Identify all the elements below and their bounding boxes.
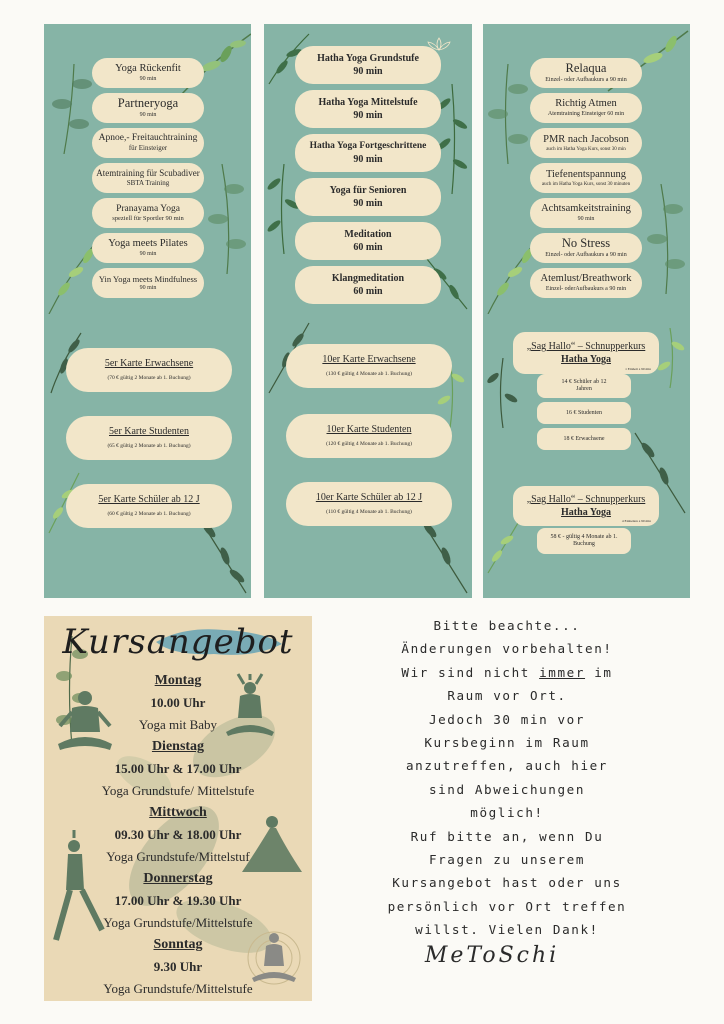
notice-text xyxy=(366,614,648,967)
course-item xyxy=(92,198,204,228)
schedule-day: Mittwoch xyxy=(149,805,207,820)
course-item xyxy=(92,163,204,193)
signature: MeToSchi xyxy=(424,942,560,968)
course-title: Tiefenentspannung xyxy=(545,168,627,180)
course-title: Yoga für Senioren xyxy=(329,185,407,196)
course-item xyxy=(92,268,204,298)
notice-line: möglich! xyxy=(470,805,544,821)
trial-card-detail: 1 Einheit a 90 min xyxy=(625,367,651,372)
schedule-day: Sonntag xyxy=(153,937,203,952)
eucalyptus-leaf-icon xyxy=(641,184,690,294)
course-duration: 90 min xyxy=(577,215,595,222)
price-item xyxy=(537,402,631,424)
course-title: No Stress xyxy=(561,236,611,251)
course-duration: Einzel- oderAufbaukurs a 90 min xyxy=(545,285,627,292)
yoga-warrior-pose-icon xyxy=(52,830,108,950)
course-duration: 90 min xyxy=(353,153,383,165)
price-card xyxy=(66,348,232,392)
course-item xyxy=(295,178,441,216)
course-duration: auch im Hatha Yoga Kurs, sonst 30 minuten xyxy=(541,181,631,187)
price-card-detail: (130 € gültig 4 Monate ab 1. Buchung) xyxy=(326,371,412,378)
course-item xyxy=(295,46,441,84)
price-card-title: 5er Karte Erwachsene xyxy=(104,358,194,370)
course-duration: 90 min xyxy=(353,198,383,209)
price-card-detail: (120 € gültig 4 Monate ab 1. Buchung) xyxy=(326,441,412,448)
course-duration: 90 min xyxy=(139,75,157,82)
course-title: Partneryoga xyxy=(117,96,179,111)
notice-line: persönlich vor Ort treffen xyxy=(387,898,627,914)
course-item xyxy=(295,222,441,260)
notice-line xyxy=(366,661,648,684)
course-duration: Atemtraining Einsteiger 60 min xyxy=(547,110,625,117)
trial-card-title: „Sag Hallo“ – Schnupperkurs xyxy=(526,341,646,352)
price-card-title: 5er Karte Studenten xyxy=(109,426,189,438)
course-duration: 90 min xyxy=(139,284,157,291)
price-label: 14 € Schüler ab 12 Jahren xyxy=(561,379,607,392)
price-card-title: 10er Karte Schüler ab 12 J xyxy=(315,492,423,504)
price-label: 16 € Studenten xyxy=(566,409,602,416)
notice-line: Ruf bitte an, wenn Du xyxy=(410,828,604,844)
schedule-time: 10.00 Uhr xyxy=(150,695,206,710)
course-duration: Einzel- oder Aufbaukurs a 90 min xyxy=(545,77,627,84)
course-item xyxy=(92,93,204,123)
course-item xyxy=(530,163,642,193)
course-duration: für Einsteiger xyxy=(128,143,168,152)
price-card xyxy=(66,416,232,460)
course-title: Richtig Atmen xyxy=(555,98,617,110)
course-duration: auch im Hatha Yoga Kurs, sonst 30 min xyxy=(546,146,626,152)
course-item xyxy=(530,58,642,88)
trial-card-subtitle: Hatha Yoga xyxy=(561,507,611,518)
poster-title: Kursangebot xyxy=(62,622,294,662)
notice-line: Raum vor Ort. xyxy=(447,688,567,704)
price-item xyxy=(537,374,631,398)
course-duration: 60 min xyxy=(353,286,383,297)
notice-line: Kursbeginn im Raum xyxy=(424,735,590,751)
eucalyptus-leaf-icon xyxy=(483,64,533,164)
price-card xyxy=(286,414,452,458)
eucalyptus-leaf-icon xyxy=(202,164,251,274)
course-title: Achtsamkeitstraining xyxy=(541,203,631,215)
course-title: PMR nach Jacobson xyxy=(543,133,629,145)
course-title: Hatha Yoga Fortgeschrittene xyxy=(309,141,427,152)
trial-card-package xyxy=(513,486,659,526)
course-title: Hatha Yoga Mittelstufe xyxy=(318,97,418,108)
price-card-title: 10er Karte Erwachsene xyxy=(322,354,416,366)
course-title: Klangmeditation xyxy=(331,273,405,284)
price-item xyxy=(537,428,631,450)
course-schedule-poster xyxy=(44,616,312,1001)
trial-card-single xyxy=(513,332,659,374)
notice-emphasis: immer xyxy=(539,664,586,680)
course-item xyxy=(530,93,642,123)
notice-line: Jedoch 30 min vor xyxy=(428,711,586,727)
schedule-day: Montag xyxy=(154,673,202,688)
price-panel-10er xyxy=(264,318,472,598)
course-item xyxy=(530,233,642,263)
price-card-detail: (60 € gültig 2 Monate ab 1. Buchung) xyxy=(107,511,191,518)
course-item xyxy=(92,233,204,263)
trial-card-title: „Sag Hallo“ – Schnupperkurs xyxy=(526,494,646,505)
schedule-time: 9.30 Uhr xyxy=(153,959,203,974)
course-item xyxy=(530,128,642,158)
course-title: Hatha Yoga Grundstufe xyxy=(317,53,419,64)
course-duration: 90 min xyxy=(353,66,383,77)
course-duration: 90 min xyxy=(139,250,157,257)
course-item xyxy=(92,128,204,158)
notice-line-part: Wir sind nicht xyxy=(401,664,540,680)
course-title: Pranayama Yoga xyxy=(116,203,180,214)
course-duration: 90 min xyxy=(139,112,157,119)
course-item xyxy=(530,268,642,298)
course-title: Apnoe,- Freitauchtraining xyxy=(98,133,198,144)
course-item xyxy=(530,198,642,228)
course-duration: speziell für Sportler 90 min xyxy=(112,215,184,223)
schedule-course: Yoga Grundstufe/Mittelstuf xyxy=(106,849,250,864)
course-duration: 60 min xyxy=(353,242,383,253)
price-panel-5er xyxy=(44,318,251,598)
notice-line: anzutreffen, auch hier xyxy=(405,758,608,774)
price-label: 58 € - gültig 4 Monate ab 1. Buchung xyxy=(550,534,618,547)
course-duration: Einzel- oder Aufbaukurs a 90 min xyxy=(545,252,627,259)
notice-line: Änderungen vorbehalten! xyxy=(401,641,613,657)
schedule-course: Yoga Grundstufe/Mittelstufe xyxy=(103,981,253,996)
course-title: Meditation xyxy=(344,229,392,240)
trial-card-subtitle: Hatha Yoga xyxy=(561,354,611,365)
course-panel-3 xyxy=(483,24,690,324)
trial-panel xyxy=(483,318,690,598)
schedule-course: Yoga Grundstufe/Mittelstufe xyxy=(103,915,253,930)
course-item xyxy=(295,134,441,172)
price-item xyxy=(537,528,631,554)
trial-card-detail: 4 Einheiten a 90 min xyxy=(621,519,651,524)
schedule-course: Yoga Grundstufe/ Mittelstufe xyxy=(101,783,255,798)
course-item xyxy=(295,266,441,304)
notice-line: willst. Vielen Dank! xyxy=(415,922,599,938)
price-card xyxy=(286,482,452,526)
price-card xyxy=(286,344,452,388)
course-item xyxy=(92,58,204,88)
notice-line: sind Abweichungen xyxy=(428,781,586,797)
schedule-time: 15.00 Uhr & 17.00 Uhr xyxy=(114,761,242,776)
schedule-day: Donnerstag xyxy=(143,871,213,886)
course-title: Atemlust/Breathwork xyxy=(540,273,632,285)
course-panel-1 xyxy=(44,24,251,324)
course-title: Yin Yoga meets Mindfulness xyxy=(98,273,198,284)
course-panel-2 xyxy=(264,24,472,324)
schedule-day: Dienstag xyxy=(151,739,205,754)
price-card xyxy=(66,484,232,528)
course-duration: SBTA Training xyxy=(126,178,170,187)
course-title: Yoga meets Pilates xyxy=(108,238,188,250)
notice-line: Kursangebot hast oder uns xyxy=(392,875,622,891)
course-title: Atemtraining für Scubadiver xyxy=(96,167,200,178)
schedule-time: 09.30 Uhr & 18.00 Uhr xyxy=(114,827,242,842)
schedule-course: Yoga mit Baby xyxy=(138,717,218,732)
course-title: Yoga Rückenfit xyxy=(115,63,181,75)
notice-line: Fragen zu unserem xyxy=(428,852,586,868)
notice-line-part: im xyxy=(585,664,613,680)
course-duration: 90 min xyxy=(353,110,383,121)
price-card-detail: (110 € gültig 4 Monate ab 1. Buchung) xyxy=(326,509,412,516)
price-card-detail: (65 € gültig 2 Monate ab 1. Buchung) xyxy=(107,443,191,450)
course-item xyxy=(295,90,441,128)
leaf-decoration-icon xyxy=(483,518,523,578)
course-title: Relaqua xyxy=(565,61,607,76)
price-card-title: 5er Karte Schüler ab 12 J xyxy=(98,494,200,506)
price-label: 18 € Erwachsene xyxy=(563,435,605,442)
price-card-title: 10er Karte Studenten xyxy=(326,424,412,436)
notice-line: Bitte beachte... xyxy=(433,618,581,633)
schedule-time: 17.00 Uhr & 19.30 Uhr xyxy=(114,893,242,908)
price-card-detail: (70 € gültig 2 Monate ab 1. Buchung) xyxy=(107,375,191,382)
